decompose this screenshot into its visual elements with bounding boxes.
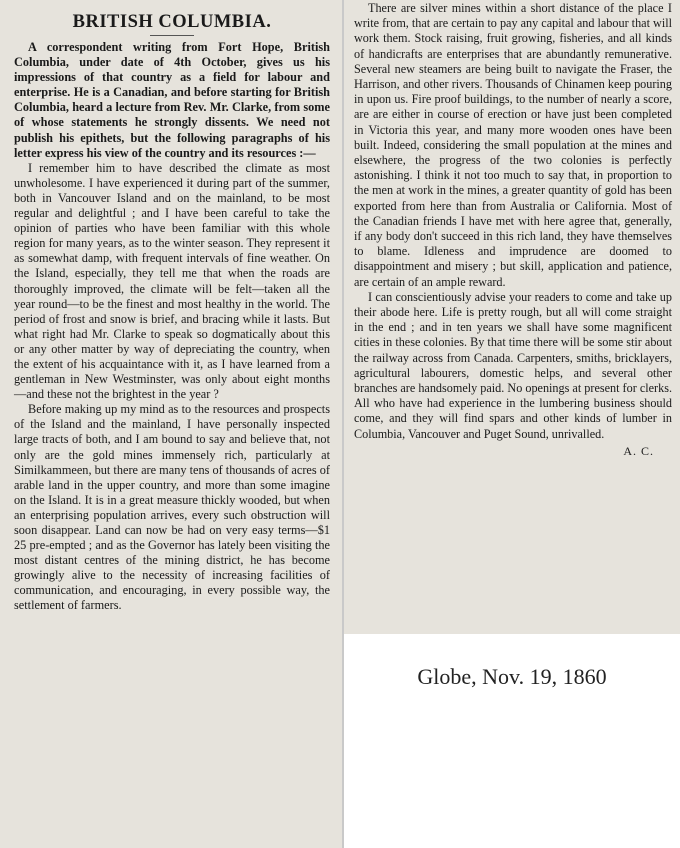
- intro-paragraph: A correspondent writing from Fort Hope, British Columbia, under date of 4th October, gives us his impressions of that country as a field for labour and enterprise. He is a Canadian, and before starting for British Columbia, heard a lecture from Rev. Mr. Clarke, from some of whose statements he strongly dissents. We need not publish his epithets, but the following paragraphs of his letter express his view of the country and its resources :—: [14, 40, 330, 160]
- advice-paragraph: I can conscientiously advise your readers to come and take up their abode here. Life is pretty rough, but all will come straight in the end ; and in ten years we shall have some magnificent cities in these colonies. By that time there will be some stir about the railway across from Canada. Carpenters, smiths, bricklayers, agricultural labourers, domestic helps, and several other branches are handsomely paid. No openings at present for clerks. All who have had experience in the lumbering business should come, and they will find spars and other kinds of lumber in Columbia, Vancouver and Puget Sound, unrivalled.: [354, 289, 672, 441]
- resources-paragraph: Before making up my mind as to the resources and prospects of the Island and the mainland, I have personally inspected large tracts of both, and I am bound to say and believe that, not only are the gold mines immensely rich, particularly at Similkammeen, but there are many tens of thousands of acres of arable land in the upper country, and more than some imagine on the Island. It is in a great measure thickly wooded, but when an enterprising population arrives, every such obstruction will soon disappear. Land can now be had on very easy terms—$1 25 pre-empted ; and as the Governor has lately been visiting the most distant centres of the mining district, he has become growingly alive to the necessity of increasing facilities of communication, and encouraging, in every possible way, the settlement of farmers.: [14, 402, 330, 613]
- left-column-text: [0, 0, 342, 614]
- right-newspaper-clipping: [344, 0, 680, 634]
- article-headline: BRITISH COLUMBIA.: [72, 12, 272, 32]
- industries-paragraph: There are silver mines within a short distance of the place I write from, that are certain to pay any capital and labour that will work them. Stock raising, fruit growing, fisheries, and all kinds of handicrafts are enterprises that are abundantly remunerative. Several new steamers are being built to navigate the Fraser, the Harrison, and other rivers. Thousands of Chinamen keep pouring in upon us. Fire proof buildings, to the number of nearly a score, are are either in course of erection or have just been completed in Victoria this year, and many more wooden ones have been built. Indeed, considering the small population at the mines and elsewhere, the progress of the two colonies is perfectly astonishing. I think it not too much to say that, in proportion to the men at work in the mines, a greater quantity of gold has been exported from here than from Australia or California. Most of the Canadian friends I have met with here agree that, generally, if any body don't succeed in this rich land, they have themselves to blame. Idleness and imprudence are doomed to disappointment and misery ; but skill, application and patience, are certain of an ample reward.: [354, 1, 672, 289]
- source-caption: Globe, Nov. 19, 1860: [417, 664, 607, 689]
- headline-rule: [150, 35, 194, 36]
- right-column-text: [344, 0, 680, 459]
- author-signature: A. C.: [623, 443, 654, 458]
- climate-paragraph: I remember him to have described the climate as most unwholesome. I have experienced it during part of the summer, both in Vancouver Island and on the mainland, to be most regular and delightful ; and I have been careful to take the opinion of parties who have been familiar with this whole region for many years, as to the winter season. They represent it as somewhat damp, with frequent intervals of fine weather. On the Island, especially, they tell me that when the roads are thoroughly improved, the climate will be felt—taken all the year round—to be the finest and most healthy in the world. The period of frost and snow is brief, and bracing while it lasts. But what right had Mr. Clarke to speak so dogmatically about this or any other matter by way of depreciating the country, when the extent of his acquaintance with it, as I have learned from a gentleman in New Westminster, was only about eight months —and these not the brightest in the year ?: [14, 160, 330, 402]
